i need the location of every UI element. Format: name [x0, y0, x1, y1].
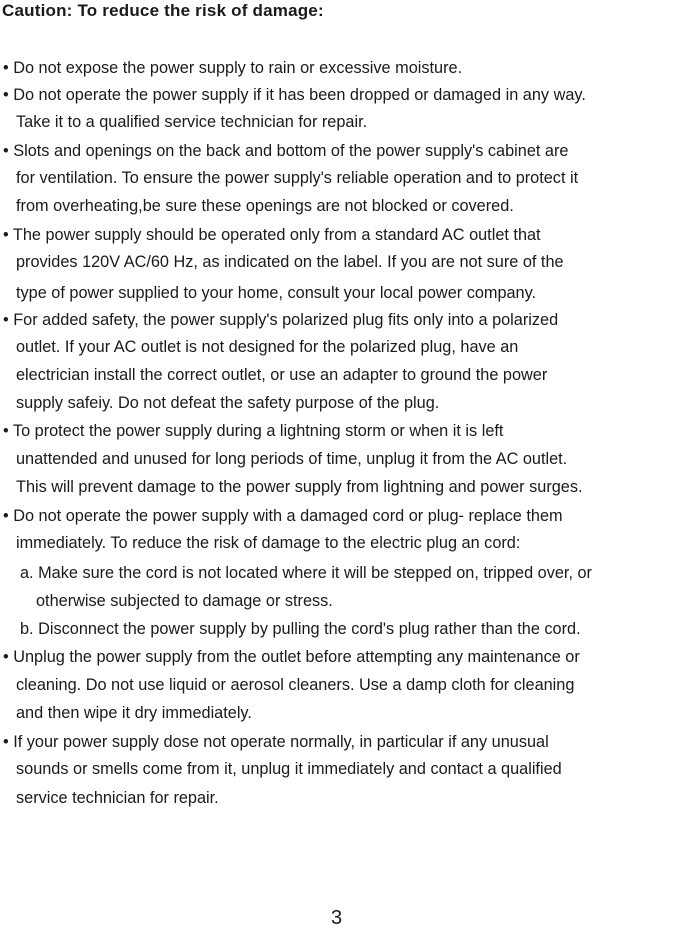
caution-line: type of power supplied to your home, consult your local power company.: [16, 284, 537, 302]
caution-line: for ventilation. To ensure the power supply's reliable operation and to protect it: [16, 169, 579, 187]
caution-line: sounds or smells come from it, unplug it immediately and contact a qualified: [16, 760, 562, 778]
caution-line: • The power supply should be operated only from a standard AC outlet that: [3, 226, 541, 244]
caution-line: • Do not operate the power supply with a damaged cord or plug- replace them: [3, 507, 563, 525]
caution-line: from overheating,be sure these openings are not blocked or covered.: [16, 197, 514, 215]
caution-line: • Slots and openings on the back and bottom of the power supply's cabinet are: [3, 142, 569, 160]
caution-line: otherwise subjected to damage or stress.: [36, 592, 333, 610]
caution-line: • Do not expose the power supply to rain or excessive moisture.: [3, 59, 463, 77]
page-number: 3: [330, 907, 343, 929]
caution-line: supply safeiy. Do not defeat the safety purpose of the plug.: [16, 394, 440, 412]
caution-line: • If your power supply dose not operate normally, in particular if any unusual: [3, 733, 549, 751]
caution-line: outlet. If your AC outlet is not designed for the polarized plug, have an: [16, 338, 519, 356]
caution-line: • For added safety, the power supply's polarized plug fits only into a polarized: [3, 311, 559, 329]
caution-line: immediately. To reduce the risk of damage to the electric plug an cord:: [16, 534, 521, 552]
caution-line: a. Make sure the cord is not located where it will be stepped on, tripped over, or: [20, 564, 592, 582]
caution-line: • Do not operate the power supply if it has been dropped or damaged in any way.: [3, 86, 586, 104]
caution-line: This will prevent damage to the power supply from lightning and power surges.: [16, 478, 583, 496]
caution-line: electrician install the correct outlet, or use an adapter to ground the power: [16, 366, 548, 384]
caution-line: • Unplug the power supply from the outlet before attempting any maintenance or: [3, 648, 580, 666]
caution-heading: Caution: To reduce the risk of damage:: [2, 1, 324, 20]
caution-line: provides 120V AC/60 Hz, as indicated on the label. If you are not sure of the: [16, 253, 564, 271]
caution-line: • To protect the power supply during a lightning storm or when it is left: [3, 422, 504, 440]
caution-line: service technician for repair.: [16, 789, 219, 807]
caution-line: unattended and unused for long periods of time, unplug it from the AC outlet.: [16, 450, 568, 468]
caution-line: and then wipe it dry immediately.: [16, 704, 252, 722]
caution-line: b. Disconnect the power supply by pulling the cord's plug rather than the cord.: [20, 620, 581, 638]
caution-line: cleaning. Do not use liquid or aerosol cleaners. Use a damp cloth for cleaning: [16, 676, 575, 694]
caution-line: Take it to a qualified service technician for repair.: [16, 113, 368, 131]
